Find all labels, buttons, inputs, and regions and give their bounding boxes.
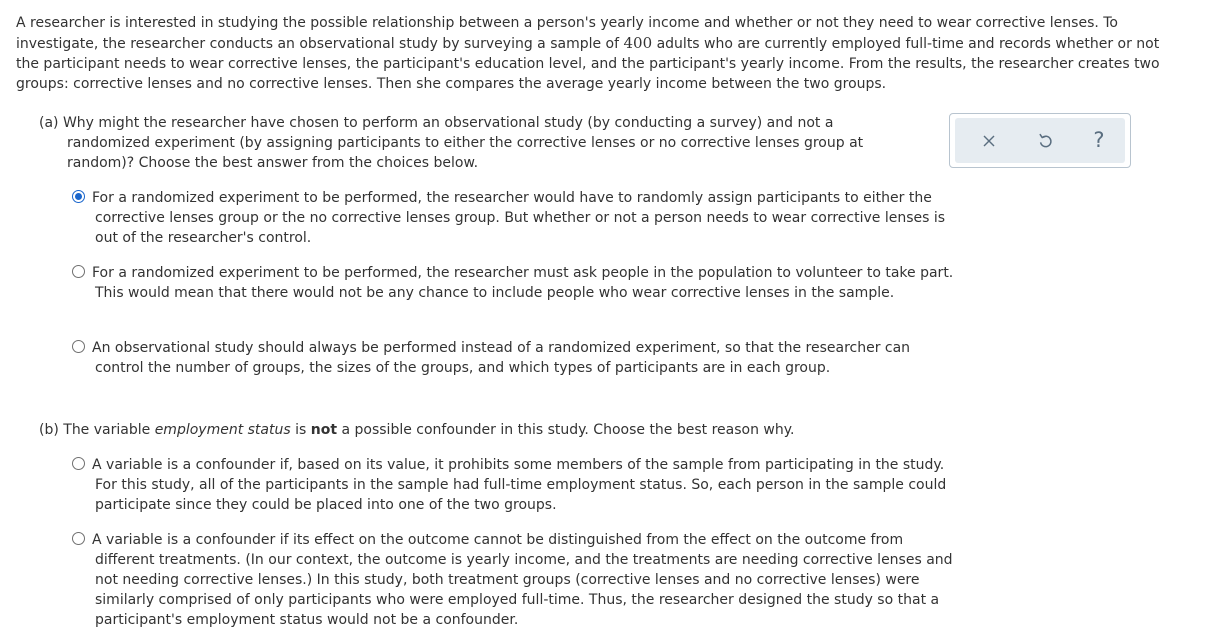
radio-button[interactable] xyxy=(72,265,85,278)
part-b-question-is: is xyxy=(290,422,311,438)
part-b-question xyxy=(39,420,909,440)
part-a-option-3[interactable] xyxy=(72,338,955,378)
toolbar-panel xyxy=(955,118,1125,163)
clear-button[interactable] xyxy=(969,118,1009,163)
part-b-option-1[interactable] xyxy=(72,455,955,515)
radio-button[interactable] xyxy=(72,457,85,470)
part-a-question-text: (a) Why might the researcher have chosen to perform an observational study (by conducting a survey) and not a randomized experiment (by assigning participants to either the corrective lenses or no corrective lenses group at random)? Choose the best answer from the choices below. xyxy=(39,115,864,171)
part-a-question xyxy=(39,113,909,173)
undo-icon xyxy=(1038,133,1053,149)
part-b-not-emphasis: not xyxy=(310,422,338,438)
problem-intro xyxy=(16,13,1176,94)
part-b-question-suffix: a possible confounder in this study. Choose the best reason why. xyxy=(337,422,795,438)
undo-button[interactable] xyxy=(1025,118,1065,163)
part-a-option-1-text: For a randomized experiment to be performed, the researcher would have to randomly assign participants to either the corrective lenses group or the no corrective lenses group. But whether or not a person needs to wear corrective lenses is out of the researcher's control. xyxy=(92,190,946,246)
part-b-option-1-text: A variable is a confounder if, based on its value, it prohibits some members of the sample from participating in the study. For this study, all of the participants in the sample had full-time employment status. So, each person in the sample could participate since they could be placed into one of the two groups. xyxy=(92,457,947,513)
part-b-option-2-text: A variable is a confounder if its effect on the outcome cannot be distinguished from the effect on the outcome from different treatments. (In our context, the outcome is yearly income, and the treatments are needing corrective lenses and not needing corrective lenses.) In this study, both treatment groups (corrective lenses and no corrective lenses) were similarly comprised of only participants who were employed full-time. Thus, the researcher designed the study so that a participant's employment status would not be a confounder. xyxy=(92,532,953,628)
part-b-question-text xyxy=(39,420,909,440)
part-a-option-2[interactable] xyxy=(72,263,955,303)
answer-toolbar xyxy=(949,113,1131,168)
intro-text-start: A researcher is interested in studying the possible relationship between a person's yearly income and whether or not they need to wear corrective lenses. To investigate, the researcher conducts an observational study by surveying a sample of xyxy=(16,15,1119,52)
help-button[interactable] xyxy=(1079,118,1119,163)
part-b-question-prefix: (b) The variable xyxy=(39,422,155,438)
part-b-variable-name: employment status xyxy=(154,422,291,438)
radio-button[interactable] xyxy=(72,340,85,353)
part-a-option-3-text: An observational study should always be performed instead of a randomized experiment, so that the researcher can control the number of groups, the sizes of the groups, and which types of participants are in each group. xyxy=(92,340,911,376)
help-icon: ? xyxy=(1093,128,1105,152)
part-a-option-1[interactable] xyxy=(72,188,955,248)
radio-button-selected[interactable] xyxy=(72,190,85,203)
part-b-option-2[interactable] xyxy=(72,530,955,630)
sample-size: 400 xyxy=(623,34,653,52)
intro-text-end: adults who are currently employed full-time and records whether or not the participant needs to wear corrective lenses, the participant's education level, and the participant's yearly income. From the results, the researcher creates two groups: corrective lenses and no corrective lenses. Then she compares the average yearly income between the two groups. xyxy=(16,36,1160,92)
part-a-option-2-text: For a randomized experiment to be performed, the researcher must ask people in the population to volunteer to take part. This would mean that there would not be any chance to include people who wear corrective lenses in the sample. xyxy=(92,265,954,301)
radio-button[interactable] xyxy=(72,532,85,545)
close-icon xyxy=(983,135,995,147)
